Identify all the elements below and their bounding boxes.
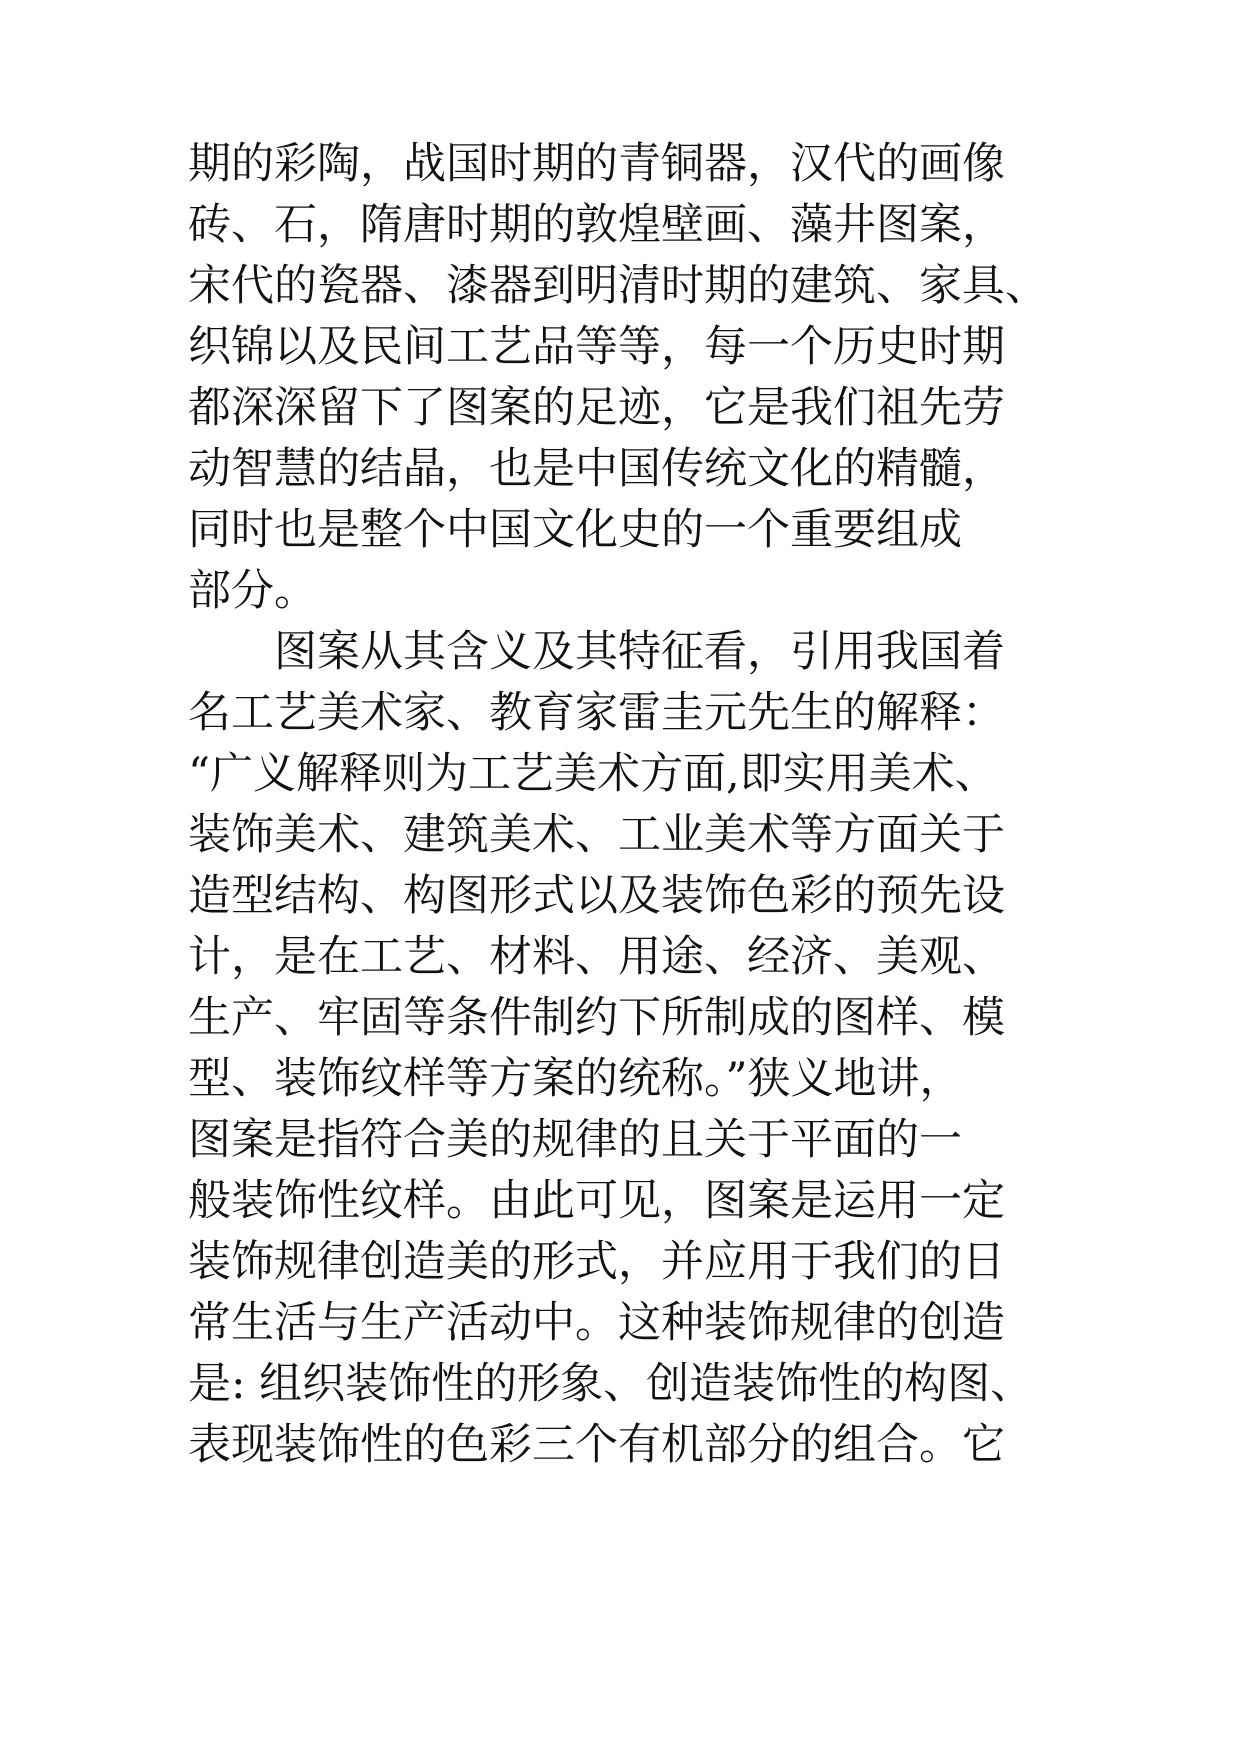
text-line: 图案是指符合美的规律的且关于平面的一 <box>188 1115 962 1165</box>
text-line: 造型结构、构图形式以及装饰色彩的预先设 <box>188 871 1005 921</box>
text-line: 织锦以及民间工艺品等等，每一个历史时期 <box>188 322 1005 372</box>
text-line: 型、装饰纹样等方案的统称。”狭义地讲， <box>188 1054 963 1104</box>
text-line: 都深深留下了图案的足迹，它是我们祖先劳 <box>188 383 1005 433</box>
text-line: 般装饰性纹样。由此可见，图案是运用一定 <box>188 1176 1005 1226</box>
text-line: 同时也是整个中国文化史的一个重要组成 <box>188 505 962 555</box>
text-line: 砖、石，隋唐时期的敦煌壁画、藻井图案， <box>188 200 1005 250</box>
text-line: 常生活与生产活动中。这种装饰规律的创造 <box>188 1298 1005 1348</box>
text-line: 计，是在工艺、材料、用途、经济、美观、 <box>188 932 1005 982</box>
text-line: 装饰规律创造美的形式，并应用于我们的日 <box>188 1237 1005 1287</box>
text-line: 装饰美术、建筑美术、工业美术等方面关于 <box>188 810 1005 860</box>
text-line: 生产、牢固等条件制约下所制成的图样、模 <box>188 993 1005 1043</box>
text-line: 部分。 <box>188 566 317 616</box>
text-line: 宋代的瓷器、漆器到明清时期的建筑、家具、 <box>188 261 1048 311</box>
text-line: 表现装饰性的色彩三个有机部分的组合。它 <box>188 1420 1005 1470</box>
paragraph-first-line: 图案从其含义及其特征看，引用我国着 <box>274 627 1005 677</box>
text-line: “广义解释则为工艺美术方面,即实用美术、 <box>188 749 998 799</box>
text-line: 是: 组织装饰性的形象、创造装饰性的构图、 <box>188 1359 1034 1409</box>
text-line: 动智慧的结晶，也是中国传统文化的精髓， <box>188 444 1005 494</box>
text-line: 名工艺美术家、教育家雷圭元先生的解释： <box>188 688 1005 738</box>
text-line: 期的彩陶，战国时期的青铜器，汉代的画像 <box>188 139 1005 189</box>
